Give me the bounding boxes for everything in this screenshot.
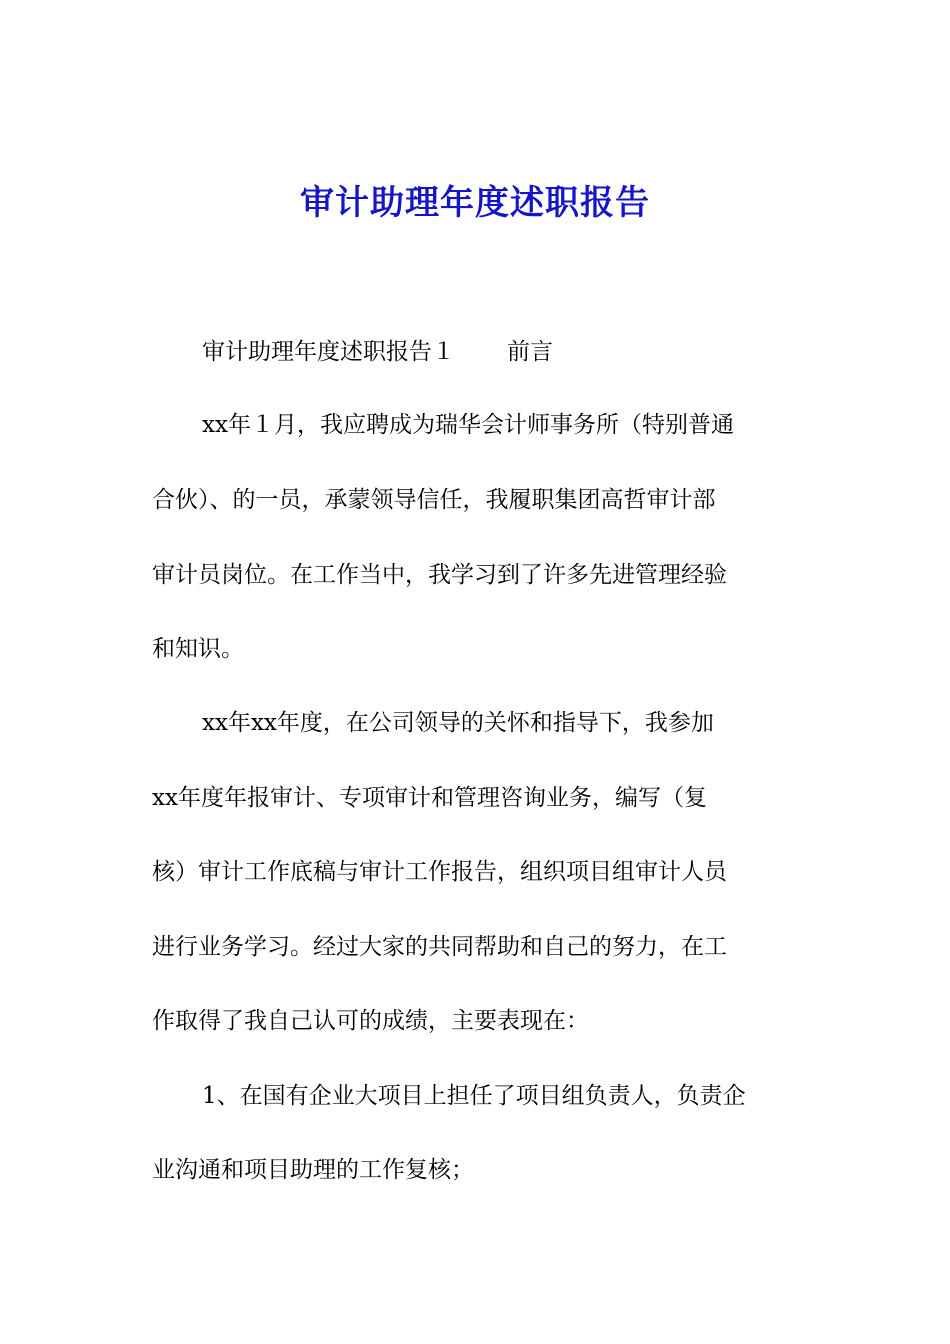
paragraph-line: 进行业务学习。经过大家的共同帮助和自己的努力，在工 (152, 934, 727, 960)
paragraph-line: 核）审计工作底稿与审计工作报告，组织项目组审计人员 (152, 859, 727, 885)
paragraph-line: 审计员岗位。在工作当中，我学习到了许多先进管理经验 (152, 562, 727, 588)
paragraph-line: xx年度年报审计、专项审计和管理咨询业务，编写（复 (152, 785, 707, 811)
paragraph-line: xx年xx年度，在公司领导的关怀和指导下，我参加 (202, 710, 714, 736)
paragraph-line: xx年１月，我应聘成为瑞华会计师事务所（特别普通 (202, 412, 734, 438)
paragraph-line: 业沟通和项目助理的工作复核； (152, 1157, 474, 1183)
paragraph-line: 作取得了我自己认可的成绩，主要表现在： (152, 1008, 589, 1034)
document-title: 审计助理年度述职报告 (300, 183, 650, 223)
paragraph-line: 1、在国有企业大项目上担任了项目组负责人，负责企 (202, 1083, 746, 1109)
section-subheading: 前言 (507, 339, 553, 365)
section-heading-line (202, 337, 553, 367)
paragraph-line: 和知识。 (152, 636, 244, 662)
paragraph-line: 合伙）、的一员，承蒙领导信任，我履职集团高哲审计部 (152, 487, 716, 513)
section-heading: 审计助理年度述职报告１ (202, 339, 455, 365)
